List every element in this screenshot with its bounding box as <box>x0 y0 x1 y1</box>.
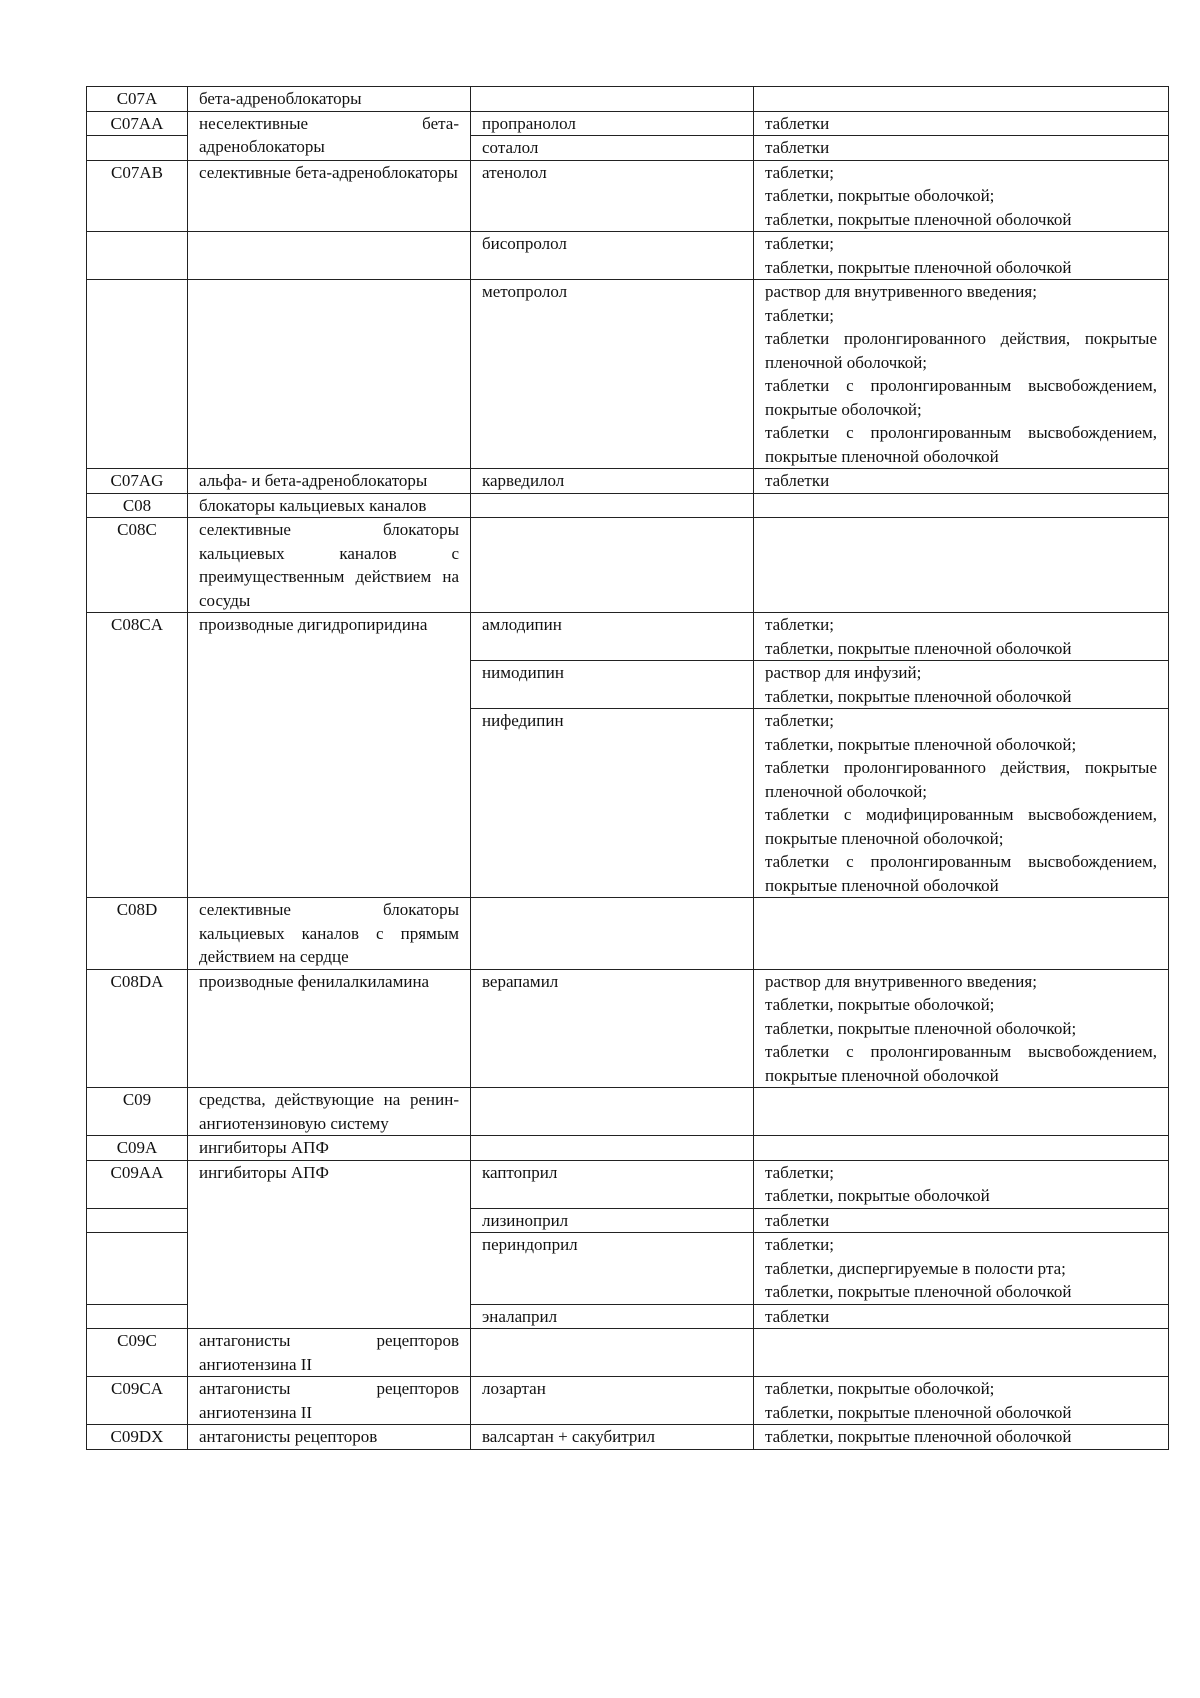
group-name-cell: средства, действующие на ренин-ангиотензиновую систему <box>188 1088 471 1136</box>
dosage-form-cell <box>754 898 1169 970</box>
group-name-cell: антагонисты рецепторов <box>188 1425 471 1450</box>
atc-code-cell <box>87 1233 188 1305</box>
atc-code-cell: C08DA <box>87 969 188 1088</box>
dosage-form-cell <box>754 1329 1169 1377</box>
atc-code-cell: C09C <box>87 1329 188 1377</box>
drug-name-cell: пропранолол <box>471 111 754 136</box>
drug-name-cell <box>471 87 754 112</box>
atc-code-cell: C07AA <box>87 111 188 136</box>
drug-name-cell: атенолол <box>471 160 754 232</box>
form-line: таблетки, покрытые пленочной оболочкой <box>765 257 1072 277</box>
dosage-form-cell: таблетки <box>754 136 1169 161</box>
table-row <box>87 898 1169 970</box>
drug-name-cell <box>471 1136 754 1161</box>
atc-code-cell: C09CA <box>87 1377 188 1425</box>
dosage-form-cell <box>754 493 1169 518</box>
drug-name-cell: эналаприл <box>471 1304 754 1329</box>
drug-name-cell: амлодипин <box>471 613 754 661</box>
form-line: таблетки с пролонгированным высвобождением, покрытые пленочной оболочкой <box>765 1042 1157 1085</box>
dosage-form-cell: таблетки <box>754 1208 1169 1233</box>
drug-name-cell <box>471 898 754 970</box>
atc-code-cell: C07AG <box>87 469 188 494</box>
form-line: таблетки; <box>765 234 834 253</box>
table-row <box>87 1425 1169 1450</box>
dosage-form-cell <box>754 661 1169 709</box>
table-row <box>87 232 1169 280</box>
atc-code-cell <box>87 232 188 280</box>
form-line: таблетки, диспергируемые в полости рта; <box>765 1258 1066 1278</box>
drug-name-cell: нифедипин <box>471 709 754 898</box>
form-line: таблетки, покрытые оболочкой; <box>765 186 995 205</box>
atc-code-cell: C07AB <box>87 160 188 232</box>
drug-name-cell: каптоприл <box>471 1160 754 1208</box>
atc-code-cell: C09AA <box>87 1160 188 1208</box>
table-row <box>87 280 1169 469</box>
atc-code-cell <box>87 1208 188 1233</box>
table-row <box>87 518 1169 613</box>
group-name-cell: антагонисты рецепторов ангиотензина II <box>188 1329 471 1377</box>
form-line: таблетки; <box>765 1162 834 1182</box>
group-name-cell: антагонисты рецепторов ангиотензина II <box>188 1377 471 1425</box>
dosage-form-cell <box>754 969 1169 1088</box>
form-line: таблетки, покрытые оболочкой; <box>765 995 995 1014</box>
dosage-form-cell <box>754 160 1169 232</box>
form-line: таблетки пролонгированного действия, покрытые пленочной оболочкой; <box>765 329 1157 372</box>
form-line: таблетки, покрытые пленочной оболочкой; <box>765 1018 1077 1038</box>
form-line: таблетки, покрытые пленочной оболочкой <box>765 1282 1072 1301</box>
drug-name-cell <box>471 518 754 613</box>
table-row <box>87 469 1169 494</box>
group-name-cell: селективные блокаторы кальциевых каналов с прямым действием на сердце <box>188 898 471 970</box>
drug-name-cell: периндоприл <box>471 1233 754 1305</box>
form-line: таблетки, покрытые оболочкой <box>765 1186 990 1205</box>
table-row <box>87 1377 1169 1425</box>
table-row <box>87 613 1169 661</box>
form-line: таблетки, покрытые пленочной оболочкой <box>765 686 1072 706</box>
dosage-form-cell <box>754 87 1169 112</box>
dosage-form-cell <box>754 280 1169 469</box>
form-line: таблетки; <box>765 1235 834 1254</box>
dosage-form-cell <box>754 709 1169 898</box>
dosage-form-cell <box>754 232 1169 280</box>
table-row <box>87 87 1169 112</box>
group-name-cell: неселективные бета-адреноблокаторы <box>188 111 471 160</box>
atc-code-cell: C08D <box>87 898 188 970</box>
dosage-form-cell <box>754 1088 1169 1136</box>
atc-code-cell <box>87 136 188 161</box>
form-line: таблетки, покрытые пленочной оболочкой <box>765 1402 1072 1422</box>
dosage-form-cell <box>754 518 1169 613</box>
group-name-cell: производные дигидропиридина <box>188 613 471 898</box>
drug-name-cell: лозартан <box>471 1377 754 1425</box>
dosage-form-cell: таблетки <box>754 469 1169 494</box>
atc-code-cell: C08 <box>87 493 188 518</box>
drug-name-cell <box>471 1329 754 1377</box>
group-name-cell: альфа- и бета-адреноблокаторы <box>188 469 471 494</box>
drug-name-cell: карведилол <box>471 469 754 494</box>
drug-name-cell: верапамил <box>471 969 754 1088</box>
atc-code-cell: C09 <box>87 1088 188 1136</box>
form-line: таблетки; <box>765 162 834 182</box>
group-name-cell: бета-адреноблокаторы <box>188 87 471 112</box>
dosage-form-cell <box>754 1160 1169 1208</box>
atc-code-cell <box>87 280 188 469</box>
table-row <box>87 1088 1169 1136</box>
form-line: таблетки с модифицированным высвобождением, покрытые пленочной оболочкой; <box>765 805 1157 848</box>
drug-name-cell: бисопролол <box>471 232 754 280</box>
atc-code-cell <box>87 1304 188 1329</box>
drug-name-cell: нимодипин <box>471 661 754 709</box>
drug-classification-table <box>86 86 1169 1450</box>
dosage-form-cell <box>754 1377 1169 1425</box>
form-line: таблетки; <box>765 305 834 325</box>
atc-code-cell: C08CA <box>87 613 188 898</box>
dosage-form-cell: таблетки <box>754 1304 1169 1329</box>
dosage-form-cell <box>754 1136 1169 1161</box>
group-name-cell <box>188 280 471 469</box>
form-line: таблетки пролонгированного действия, покрытые пленочной оболочкой; <box>765 758 1157 801</box>
form-line: таблетки, покрытые оболочкой; <box>765 1379 995 1398</box>
form-line: раствор для инфузий; <box>765 663 922 682</box>
drug-name-cell <box>471 1088 754 1136</box>
drug-name-cell <box>471 493 754 518</box>
atc-code-cell: C09A <box>87 1136 188 1161</box>
table-row <box>87 111 1169 136</box>
dosage-form-cell <box>754 1233 1169 1305</box>
form-line: таблетки с пролонгированным высвобождением, покрытые оболочкой; <box>765 376 1157 419</box>
group-name-cell: селективные блокаторы кальциевых каналов с преимущественным действием на сосуды <box>188 518 471 613</box>
table-row <box>87 1329 1169 1377</box>
drug-name-cell: лизиноприл <box>471 1208 754 1233</box>
group-name-cell: ингибиторы АПФ <box>188 1160 471 1329</box>
form-line: таблетки с пролонгированным высвобождением, покрытые пленочной оболочкой <box>765 852 1157 895</box>
form-line: таблетки с пролонгированным высвобождением, покрытые пленочной оболочкой <box>765 423 1157 466</box>
dosage-form-cell: таблетки <box>754 111 1169 136</box>
table-row <box>87 1160 1169 1208</box>
group-name-cell <box>188 232 471 280</box>
group-name-cell: ингибиторы АПФ <box>188 1136 471 1161</box>
table-body <box>87 87 1169 1450</box>
group-name-cell: производные фенилалкиламина <box>188 969 471 1088</box>
form-line: таблетки, покрытые пленочной оболочкой <box>765 209 1072 229</box>
form-line: раствор для внутривенного введения; <box>765 971 1037 991</box>
drug-name-cell: соталол <box>471 136 754 161</box>
form-line: таблетки; <box>765 711 834 730</box>
group-name-cell: селективные бета-адреноблокаторы <box>188 160 471 232</box>
dosage-form-cell: таблетки, покрытые пленочной оболочкой <box>754 1425 1169 1450</box>
atc-code-cell: C07A <box>87 87 188 112</box>
form-line: таблетки; <box>765 615 834 634</box>
form-line: таблетки, покрытые пленочной оболочкой; <box>765 734 1077 754</box>
dosage-form-cell <box>754 613 1169 661</box>
drug-name-cell: валсартан + сакубитрил <box>471 1425 754 1450</box>
form-line: таблетки, покрытые пленочной оболочкой <box>765 638 1072 658</box>
table-row <box>87 160 1169 232</box>
table-row <box>87 969 1169 1088</box>
atc-code-cell: C09DX <box>87 1425 188 1450</box>
atc-code-cell: C08C <box>87 518 188 613</box>
form-line: раствор для внутривенного введения; <box>765 282 1037 301</box>
drug-name-cell: метопролол <box>471 280 754 469</box>
table-row <box>87 493 1169 518</box>
table-row <box>87 1136 1169 1161</box>
group-name-cell: блокаторы кальциевых каналов <box>188 493 471 518</box>
